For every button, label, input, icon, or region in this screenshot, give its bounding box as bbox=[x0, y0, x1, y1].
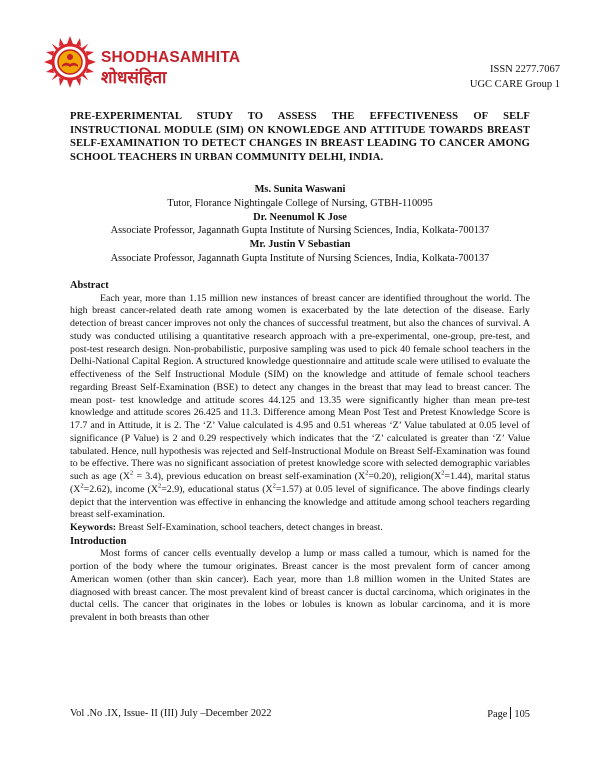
keywords-text: Breast Self-Examination, school teachers, detect changes in breast. bbox=[116, 522, 383, 533]
superscript: 2 bbox=[157, 482, 162, 490]
page-indicator bbox=[487, 707, 530, 722]
author-affiliation: Tutor, Florance Nightingale College of Nursing, GTBH-110095 bbox=[167, 197, 433, 209]
paper-title: PRE-EXPERIMENTAL STUDY TO ASSESS THE EFFECTIVENESS OF SELF INSTRUCTIONAL MODULE (SIM) ON KNOWLEDGE AND ATTITUDE TOWARDS BREAST SELF-EXAMINATION TO DETECT CHANGES IN BREAST LEADING TO CANCER AMONG SCHOOL TEACHERS IN URBAN COMMUNITY DELHI, INDIA. bbox=[70, 111, 530, 163]
author-affiliation: Associate Professor, Jagannath Gupta Institute of Nursing Sciences, India, Kolkata-700137 bbox=[110, 252, 490, 264]
superscript: 2 bbox=[80, 482, 84, 490]
volume-issue: Vol .No .IX, Issue- II (III) July –December 2022 bbox=[70, 708, 272, 719]
page-label: Page bbox=[487, 709, 508, 720]
introduction-paragraph: Most forms of cancer cells eventually develop a lump or mass called a tumour, which is named for the portion of the body where the tumour originates. Breast cancer is the most prevalent form of cancer among American women (other than skin cancer). Each year, more than 1.8 million women in the United States are diagnosed with breast cancer. The most prevalent kind of breast cancer is ductal carcinoma, which originates in the ductal cells. The cancer that originates in the lobes or lobules is known as lobular carcinoma, and it is more prevalent in both breasts than other bbox=[70, 548, 530, 623]
journal-logo bbox=[44, 36, 96, 88]
author-name: Ms. Sunita Waswani bbox=[254, 184, 346, 195]
author-affiliation: Associate Professor, Jagannath Gupta Institute of Nursing Sciences, India, Kolkata-700137 bbox=[110, 225, 490, 237]
ugc-care-group: UGC CARE Group 1 bbox=[469, 79, 560, 90]
journal-brand bbox=[101, 50, 240, 89]
brand-name-hindi: शोधसंहिता bbox=[101, 68, 167, 88]
superscript: 2 bbox=[441, 469, 445, 477]
keywords-line bbox=[70, 522, 530, 535]
brand-name-english: SHODHASAMHITA bbox=[101, 49, 241, 66]
paper-body bbox=[70, 279, 530, 625]
issn-number: ISSN 2277.7067 bbox=[489, 64, 560, 75]
introduction-heading: Introduction bbox=[70, 535, 127, 547]
page-number: 105 bbox=[514, 709, 530, 720]
page-divider bbox=[510, 707, 511, 719]
journal-identifiers bbox=[470, 62, 560, 92]
superscript: 2 bbox=[365, 469, 369, 477]
author-name: Mr. Justin V Sebastian bbox=[249, 239, 351, 251]
abstract-heading: Abstract bbox=[70, 280, 109, 291]
author-name: Dr. Neenumol K Jose bbox=[253, 211, 347, 223]
superscript: 2 bbox=[130, 469, 134, 477]
superscript: 2 bbox=[272, 482, 276, 490]
abstract-paragraph: Each year, more than 1.15 million new instances of breast cancer are identified throughout the world. The high breast cancer-related death rate among women is exacerbated by the late detection of the disease. Early detection of breast cancer improves not only the chances of successful treatment, but also the chances of survival. A study was conducted utilising a quantitative research approach with a pre-experimental, one-group, pre-test, and post-test research design. Non-probabilistic, purposive sampling was used to pick 40 female school teachers in the Delhi-National Capital Region. A structured knowledge questionnaire and attitude scale were utilised to evaluate the effectiveness of the Self Instructional Module (SIM) on the knowledge and attitude of female school teachers regarding Breast Self-Examination (BSE) to detect any changes in the breast that may lead to breast cancer. The mean post- test knowledge and attitude scores 44.125 and 13.35 were significantly higher than mean pre-test knowledge and attitude scores 26.425 and 11.3. Difference among Mean Post Test and Pretest Knowledge Score is 17.7 and in Attitude, it is 2. The ‘Z’ Value calculated is 4.95 and 0.51 whereas ‘Z’ Value tabulated at 0.05 level of significance (P Value) is 2 and 0.29 respectively which indicates that the ‘Z’ calculated is greater than ‘Z’ Value tabulated. Hence, null hypothesis was rejected and Self-Instructional Module on Breast Self-Examination was found to be effective. There was no significant association of pretest knowledge score with selected demographic variables such as age $(X^2 = 3.4)$, previous education on breast self-examination $(X^2=0.20)$, $religion(X^2=1.44)$, marital status $(X^2=2.62)$, income $(X^2=2.9)$, educational status $(X^2=1.57)$ at 0.05 level of significance. The above findings clearly depict that the intervention was effective in enhancing the knowledge and attitude among school teachers regarding breast self-examination. bbox=[70, 292, 530, 521]
author-block bbox=[60, 183, 540, 266]
keywords-label: Keywords: bbox=[70, 522, 117, 533]
